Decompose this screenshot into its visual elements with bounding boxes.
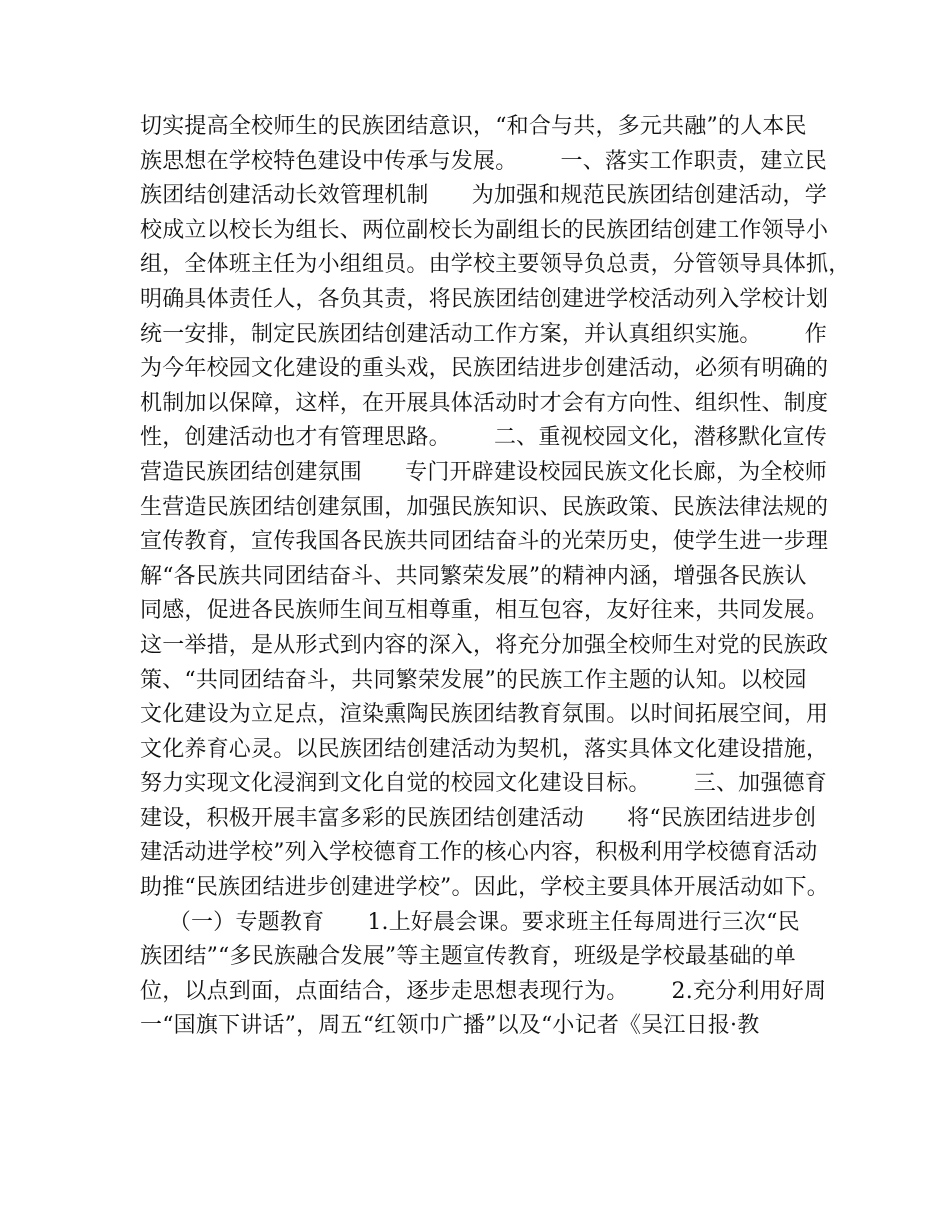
text-line: 校成立以校长为组长、两位副校长为副组长的民族团结创建工作领导小 [140, 217, 829, 243]
text-line: 文化养育心灵。以民族团结创建活动为契机，落实具体文化建设措施， [140, 736, 829, 762]
text-line: 同感，促进各民族师生间互相尊重，相互包容，友好往来，共同发展。 [140, 598, 829, 624]
text-line: 机制加以保障，这样，在开展具体活动时才会有方向性、组织性、制度 [140, 390, 829, 416]
body-text [140, 110, 851, 1044]
text-line: 这一举措，是从形式到内容的深入，将充分加强全校师生对党的民族政 [140, 632, 829, 658]
text-line: 族思想在学校特色建设中传承与发展。 一、落实工作职责，建立民 [140, 148, 827, 174]
text-line: （一）专题教育 1.上好晨会课。要求班主任每周进行三次“民 [140, 909, 800, 935]
text-line: 努力实现文化浸润到文化自觉的校园文化建设目标。 三、加强德育 [140, 771, 827, 797]
text-line: 文化建设为立足点，渲染熏陶民族团结教育氛围。以时间拓展空间，用 [140, 702, 829, 728]
text-line: 族团结”“多民族融合发展”等主题宣传教育，班级是学校最基础的单 [140, 944, 796, 970]
text-line: 组，全体班主任为小组组员。由学校主要领导负总责，分管领导具体抓， [140, 252, 851, 278]
text-line: 助推“民族团结进步创建进学校”。因此，学校主要具体开展活动如下。 [140, 875, 829, 901]
text-line: 性，创建活动也才有管理思路。 二、重视校园文化，潜移默化宣传 [140, 425, 827, 451]
text-line: 策、“共同团结奋斗，共同繁荣发展”的民族工作主题的认知。以校园 [140, 667, 807, 693]
text-line: 生营造民族团结创建氛围，加强民族知识、民族政策、民族法律法规的 [140, 494, 829, 520]
text-line: 建活动进学校”列入学校德育工作的核心内容，积极利用学校德育活动 [140, 840, 818, 866]
text-line: 切实提高全校师生的民族团结意识，“和合与共，多元共融”的人本民 [140, 114, 807, 139]
text-line: 解“各民族共同团结奋斗、共同繁荣发展”的精神内涵，增强各民族认 [140, 563, 807, 589]
text-line: 宣传教育，宣传我国各民族共同团结奋斗的光荣历史，使学生进一步理 [140, 529, 829, 555]
text-line: 一“国旗下讲话”，周五“红领巾广播”以及“小记者《吴江日报·教 [140, 1013, 760, 1039]
text-line: 明确具体责任人，各负其责，将民族团结创建进学校活动列入学校计划 [140, 286, 829, 312]
text-line: 为今年校园文化建设的重头戏，民族团结进步创建活动，必须有明确的 [140, 356, 829, 382]
text-line: 建设，积极开展丰富多彩的民族团结创建活动 将“民族团结进步创 [140, 805, 817, 831]
text-line: 族团结创建活动长效管理机制 为加强和规范民族团结创建活动，学 [140, 183, 827, 209]
text-line: 统一安排，制定民族团结创建活动工作方案，并认真组织实施。 作 [140, 321, 827, 347]
text-line: 营造民族团结创建氛围 专门开辟建设校园民族文化长廊，为全校师 [140, 459, 827, 485]
text-line: 位，以点到面，点面结合，逐步走思想表现行为。 2.充分利用好周 [140, 978, 827, 1004]
